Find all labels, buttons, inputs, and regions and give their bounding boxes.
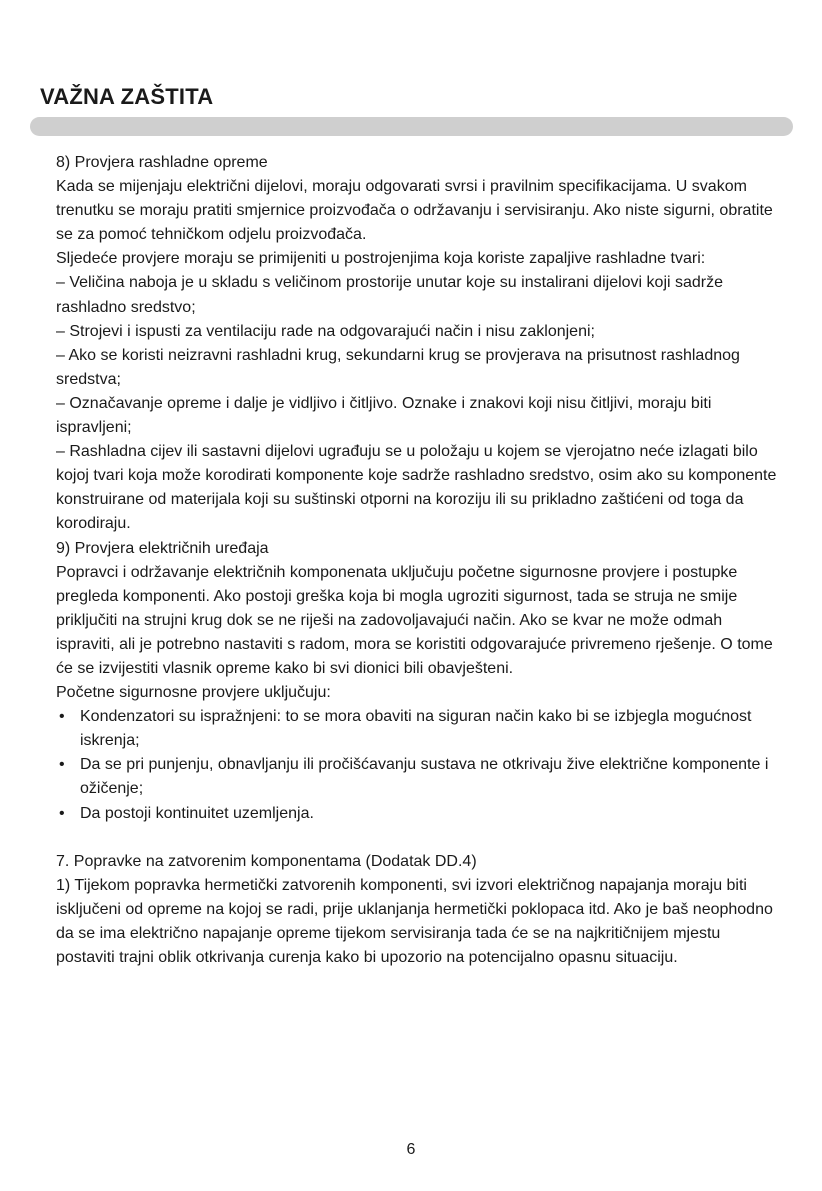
bullet-item [56,753,778,801]
section-8-paragraph-2: Sljedeće provjere moraju se primijeniti u postrojenjima koja koriste zapaljive rashladne tvari: [56,250,706,268]
section-9-title: 9) Provjera električnih uređaja [56,539,269,557]
section-8-paragraph-1: Kada se mijenjaju električni dijelovi, moraju odgovarati svrsi i pravilnim specifikacijama. U svakom trenutku se moraju pratiti smjernice proizvođača o održavanju i servisiranju. Ako niste sigurni, obratite se za pomoć tehničkom odjelu proizvođača. [56,178,773,244]
page-title: VAŽNA ZAŠTITA [40,84,214,109]
section-7-title: 7. Popravke na zatvorenim komponentama (Dodatak DD.4) [56,852,477,870]
section-spacer [56,826,778,850]
section-9-paragraph-2: Početne sigurnosne provjere uključuju: [56,684,331,702]
section-7-paragraph-1: 1) Tijekom popravka hermetički zatvorenih komponenti, svi izvori električnog napajanja moraju biti isključeni od opreme na kojoj se radi, prije uklanjanja hermetički poklopaca itd. Ako je baš neophodno da se ima električno napajanje opreme tijekom servisiranja tada će se na najkritičnijem mjestu postaviti trajni oblik otkrivanja curenja kako bi upozorio na potencijalno opasnu situaciju. [56,876,773,967]
page-number: 6 [406,1141,416,1158]
bullet-item [56,802,778,826]
section-8-item: – Veličina naboja je u skladu s veličinom prostorije unutar koje su instalirani dijelovi koji sadrže rashladno sredstvo; [56,274,724,316]
section-9-paragraph-1: Popravci i održavanje električnih komponenata uključuju početne sigurnosne provjere i postupke pregleda komponenti. Ako postoji greška koja bi mogla ugroziti sigurnost, tada se struja ne smije priključiti na strujni krug dok se ne riješi na zadovoljavajući način. Ako se kvar ne može odmah ispraviti, ali je potrebno nastaviti s radom, mora se koristiti odgovarajuće privremeno rješenje. O tome će se izvijestiti vlasnik opreme kako bi svi dionici bili obavješteni. [56,563,773,677]
bullet-text: Da se pri punjenju, obnavljanju ili pročišćavanju sustava ne otkrivaju žive električne komponente i ožičenje; [80,756,769,798]
bullet-text: Da postoji kontinuitet uzemljenja. [80,804,314,822]
section-8-title: 8) Provjera rashladne opreme [56,154,268,171]
bullet-icon: • [59,804,65,822]
title-divider-bar [30,117,793,136]
bullet-text: Kondenzatori su ispražnjeni: to se mora obaviti na siguran način kako bi se izbjegla mogućnost iskrenja; [80,708,752,750]
document-body [56,151,778,970]
bullet-icon: • [59,756,65,774]
section-8-item: – Ako se koristi neizravni rashladni krug, sekundarni krug se provjerava na prisutnost rashladnog sredstva; [56,346,740,388]
bullet-item [56,705,778,753]
section-8-item: – Strojevi i ispusti za ventilaciju rade na odgovarajući način i nisu zaklonjeni; [56,322,595,340]
bullet-icon: • [59,708,65,726]
section-8-item: – Označavanje opreme i dalje je vidljivo i čitljivo. Oznake i znakovi koji nisu čitljivi, moraju biti ispravljeni; [56,394,712,437]
section-8-item: – Rashladna cijev ili sastavni dijelovi ugrađuju se u položaju u kojem se vjerojatno neće izlagati bilo kojoj tvari koja može korodirati komponente koje sadrže rashladno sredstvo, osim ako su komponente konstruirane od materijala koji su suštinski otporni na koroziju ili su prikladno zaštićeni od toga da korodiraju. [56,443,777,533]
